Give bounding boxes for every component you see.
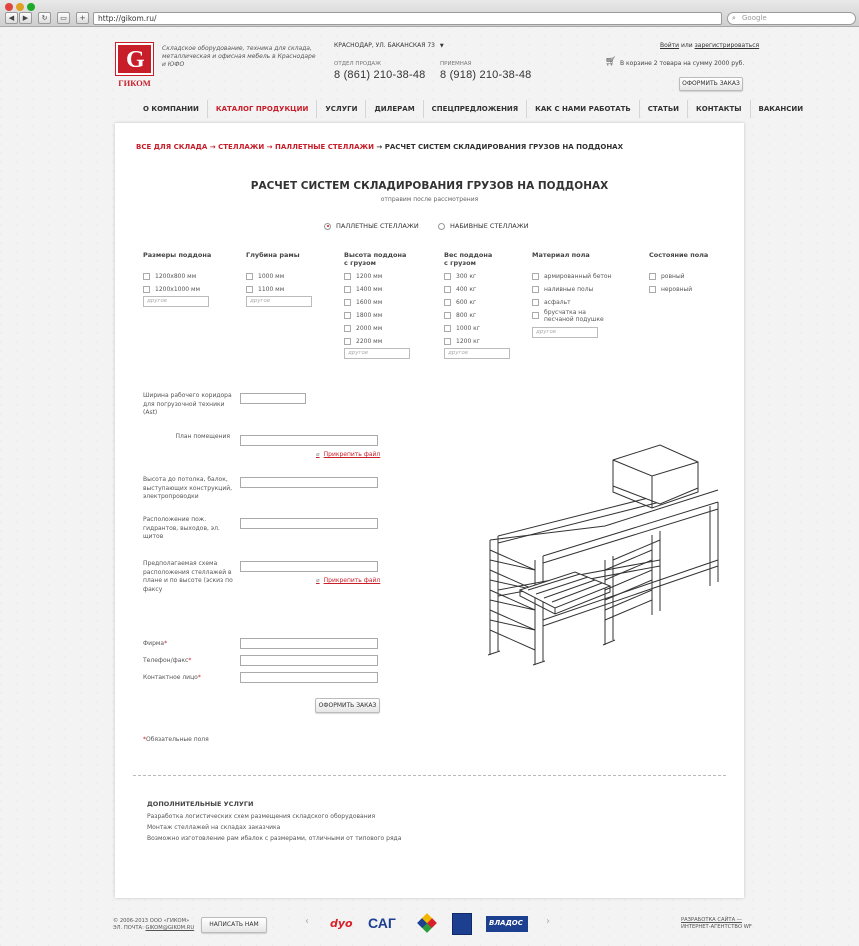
option-label: наливные полы [544, 286, 594, 293]
option-checkbox[interactable] [444, 311, 476, 320]
floor-plan-label: План помещения [175, 433, 230, 440]
firm-input[interactable] [240, 638, 378, 649]
option-checkbox[interactable] [246, 285, 284, 294]
checkbox-icon [143, 286, 150, 293]
checkbox-icon [344, 273, 351, 280]
site-tagline: Складское оборудование, техника для склада, металлическая и офисная мебель в Краснодаре и ЮФО [162, 45, 316, 68]
browser-toolbar [0, 0, 859, 27]
checkbox-icon [532, 286, 539, 293]
option-label: 1200х1000 мм [155, 286, 201, 293]
option-label: неровный [661, 286, 693, 293]
auth-links [660, 42, 759, 49]
contact-person-input[interactable] [240, 672, 378, 683]
breadcrumb-link-warehouse[interactable]: ВСЕ ДЛЯ СКЛАДА [136, 143, 208, 151]
option-label: 2200 мм [356, 338, 383, 345]
checkbox-icon [444, 325, 451, 332]
checkout-button[interactable]: ОФОРМИТЬ ЗАКАЗ [679, 77, 743, 91]
breadcrumb [136, 143, 623, 151]
radio-checked-icon [324, 223, 331, 230]
sales-phone-label: ОТДЕЛ ПРОДАЖ [334, 61, 382, 67]
forward-icon[interactable]: ▶ [19, 12, 32, 24]
option-label: 1800 мм [356, 312, 383, 319]
auth-or: или [681, 42, 693, 49]
radio-label: ПАЛЛЕТНЫЕ СТЕЛЛАЖИ [336, 222, 419, 230]
nav-item-services[interactable]: УСЛУГИ [317, 100, 366, 118]
option-checkbox[interactable] [649, 285, 692, 294]
option-label: 800 кг [456, 312, 477, 319]
nav-item-about[interactable]: О КОМПАНИИ [135, 100, 208, 118]
checkbox-icon [246, 286, 253, 293]
footer-copyright: © 2006-2013 ООО «ГИКОМ» ЭЛ. ПОЧТА: GIKOM@GIKOM.RU [113, 918, 195, 931]
other-value-input[interactable]: другое [444, 348, 510, 359]
checkbox-icon [444, 286, 451, 293]
search-icon: ⌕ [732, 14, 736, 22]
page-subtitle: отправим после рассмотрения [380, 196, 479, 203]
hydrants-label: Расположение пож. гидрантов, выходов, эл. щитов [143, 516, 220, 540]
partner-logo-vlados[interactable]: ВЛАДОС [486, 916, 528, 932]
nav-item-how-to-work[interactable]: КАК С НАМИ РАБОТАТЬ [527, 100, 640, 118]
option-label: 1000 кг [456, 325, 480, 332]
other-value-input[interactable]: другое [344, 348, 410, 359]
checkbox-icon [344, 312, 351, 319]
option-checkbox[interactable] [344, 272, 382, 281]
rack-scheme-label: Предполагаемая схема расположения стеллажей в плане и по высоте (эскиз по факсу [143, 560, 233, 593]
option-checkbox[interactable] [444, 272, 476, 281]
extra-service-item: Разработка логистических схем размещения складского оборудования [147, 813, 376, 820]
nav-item-special-offers[interactable]: СПЕЦПРЕДЛОЖЕНИЯ [424, 100, 528, 118]
zoom-window-icon[interactable] [27, 3, 35, 11]
page-title: РАСЧЕТ СИСТЕМ СКЛАДИРОВАНИЯ ГРУЗОВ НА ПОДДОНАХ [250, 180, 609, 192]
login-link[interactable]: Войти [660, 42, 680, 49]
column-header: Вес поддона с грузом [444, 251, 493, 267]
option-checkbox[interactable] [344, 311, 382, 320]
checkbox-icon [344, 338, 351, 345]
address-bar[interactable]: http://gikom.ru/ [93, 12, 722, 25]
firm-label: Фирма* [143, 640, 168, 647]
reception-phone[interactable]: 8 (918) 210-38-48 [440, 69, 532, 81]
nav-item-vacancies[interactable]: ВАКАНСИИ [758, 105, 804, 113]
write-us-button[interactable]: НАПИСАТЬ НАМ [201, 917, 267, 933]
phone-fax-label: Телефон/факс* [143, 657, 192, 664]
option-checkbox[interactable] [143, 272, 196, 281]
checkbox-icon [444, 312, 451, 319]
nav-item-catalog[interactable]: КАТАЛОГ ПРОДУКЦИИ [208, 100, 318, 118]
cart-summary[interactable]: В корзине 2 товара на сумму 2000 руб. [620, 60, 745, 67]
column-header: Высота поддона с грузом [344, 251, 407, 267]
option-checkbox[interactable] [649, 272, 685, 281]
column-header: Материал пола [532, 251, 590, 259]
other-value-input[interactable]: другое [143, 296, 209, 307]
logo-wordmark: ГИКОМ [118, 78, 151, 88]
checkbox-icon [444, 338, 451, 345]
developer-credit[interactable]: РАЗРАБОТКА САЙТА — ИНТЕРНЕТ-АГЕНТСТВО WF [681, 917, 752, 930]
partner-logo-dyo[interactable]: dyo [330, 917, 353, 930]
option-label: асфальт [544, 299, 571, 306]
city-label: КРАСНОДАР, УЛ. БАКАНСКАЯ 73 [334, 42, 435, 49]
partners-prev-arrow[interactable]: ‹ [305, 916, 309, 927]
hydrants-input[interactable] [240, 518, 378, 529]
paperclip-icon: ⌀ [316, 451, 320, 458]
close-window-icon[interactable] [5, 3, 13, 11]
option-label: 1000 мм [258, 273, 285, 280]
option-checkbox[interactable] [344, 285, 382, 294]
option-checkbox[interactable] [444, 337, 480, 346]
option-checkbox[interactable] [344, 337, 382, 346]
radio-pallet-racks[interactable] [324, 222, 419, 230]
breadcrumb-link-racks[interactable]: СТЕЛЛАЖИ [218, 143, 265, 151]
ceiling-height-input[interactable] [240, 477, 378, 488]
pallet-rack-illustration [480, 440, 730, 680]
option-label: 300 кг [456, 273, 477, 280]
breadcrumb-separator: → [209, 143, 219, 151]
checkbox-icon [532, 312, 539, 319]
paperclip-icon: ⌀ [316, 577, 320, 584]
partner-logo-mosaic[interactable] [416, 914, 436, 934]
submit-order-button[interactable]: ОФОРМИТЬ ЗАКАЗ [315, 698, 380, 713]
option-checkbox[interactable] [344, 298, 382, 307]
checkbox-icon [344, 325, 351, 332]
other-value-input[interactable]: другое [246, 296, 312, 307]
register-link[interactable]: зарегистрироваться [694, 42, 760, 49]
sales-phone[interactable]: 8 (861) 210-38-48 [334, 69, 426, 81]
column-header: Глубина рамы [246, 251, 300, 259]
checkbox-icon [532, 299, 539, 306]
option-label: 1100 мм [258, 286, 285, 293]
option-label: 1200х800 мм [155, 273, 197, 280]
option-label: армированный бетон [544, 273, 612, 280]
option-label: ровный [661, 273, 685, 280]
main-nav [135, 100, 811, 118]
attach-plan-link[interactable]: ⌀ Прикрепить файл [316, 451, 381, 458]
checkbox-icon [444, 299, 451, 306]
option-checkbox[interactable] [246, 272, 284, 281]
option-label: 1200 мм [356, 273, 383, 280]
breadcrumb-separator: → [266, 143, 275, 151]
ceiling-height-label: Высота до потолка, балок, выступающих конструкций, электропроводки [143, 476, 233, 500]
radio-label: НАБИВНЫЕ СТЕЛЛАЖИ [450, 222, 529, 230]
checkbox-icon [143, 273, 150, 280]
checkbox-icon [649, 286, 656, 293]
attach-scheme-link[interactable]: ⌀ Прикрепить файл [316, 577, 381, 584]
new-tab-icon[interactable]: + [76, 12, 89, 24]
breadcrumb-link-pallet-racks[interactable]: ПАЛЛЕТНЫЕ СТЕЛЛАЖИ [274, 143, 374, 151]
minimize-window-icon[interactable] [16, 3, 24, 11]
rack-scheme-input[interactable] [240, 561, 378, 572]
city-selector[interactable] [334, 42, 444, 49]
nav-item-contacts[interactable]: КОНТАКТЫ [688, 100, 750, 118]
phone-fax-input[interactable] [240, 655, 378, 666]
browser-search-field[interactable] [727, 12, 856, 25]
partner-logo-sag[interactable]: САГ [368, 915, 396, 931]
option-checkbox[interactable] [344, 324, 382, 333]
option-checkbox[interactable] [143, 285, 200, 294]
search-placeholder: Google [742, 14, 767, 22]
option-checkbox[interactable] [532, 272, 611, 281]
option-label: 400 кг [456, 286, 477, 293]
checkbox-icon [344, 286, 351, 293]
site-logo[interactable] [113, 43, 156, 91]
extra-services-title: ДОПОЛНИТЕЛЬНЫЕ УСЛУГИ [147, 800, 254, 808]
checkbox-icon [649, 273, 656, 280]
option-label: брусчатка на песчаной подушке [544, 308, 604, 323]
radio-unchecked-icon [438, 223, 445, 230]
logo-mark: G [116, 43, 153, 75]
bookmarks-icon[interactable]: ▭ [57, 12, 70, 24]
option-label: 1600 мм [356, 299, 383, 306]
cart-icon[interactable]: 🛒︎ [605, 57, 617, 67]
checkbox-icon [444, 273, 451, 280]
breadcrumb-current: РАСЧЕТ СИСТЕМ СКЛАДИРОВАНИЯ ГРУЗОВ НА ПОДДОНАХ [384, 143, 623, 151]
contact-person-label: Контактное лицо* [143, 674, 201, 681]
option-checkbox[interactable] [444, 298, 476, 307]
breadcrumb-separator: → [376, 143, 385, 151]
corridor-width-label: Ширина рабочего коридора для погрузочной техники (Ast) [143, 392, 232, 416]
nav-item-articles[interactable]: СТАТЬИ [640, 100, 688, 118]
option-checkbox[interactable] [444, 324, 480, 333]
floor-plan-input[interactable] [240, 435, 378, 446]
option-label: 1200 кг [456, 338, 480, 345]
option-checkbox[interactable] [532, 298, 571, 307]
required-fields-note: *Обязательные поля [143, 736, 209, 743]
option-checkbox[interactable] [444, 285, 476, 294]
option-label: 2000 мм [356, 325, 383, 332]
partner-logo-sportstyle[interactable] [452, 913, 472, 935]
checkbox-icon [246, 273, 253, 280]
reception-phone-label: ПРИЕМНАЯ [440, 61, 472, 67]
option-checkbox[interactable] [532, 285, 593, 294]
option-label: 600 кг [456, 299, 477, 306]
column-header: Размеры поддона [143, 251, 212, 259]
checkbox-icon [532, 273, 539, 280]
column-header: Состояние пола [649, 251, 709, 259]
partners-next-arrow[interactable]: › [546, 916, 550, 927]
checkbox-icon [344, 299, 351, 306]
corridor-width-input[interactable] [240, 393, 306, 404]
back-icon[interactable]: ◀ [5, 12, 18, 24]
reload-icon[interactable]: ↻ [38, 12, 51, 24]
other-value-input[interactable]: другое [532, 327, 598, 338]
extra-service-item: Монтаж стеллажей на складах заказчика [147, 824, 281, 831]
radio-drive-in-racks[interactable] [438, 222, 529, 230]
nav-item-dealers[interactable]: ДИЛЕРАМ [366, 100, 423, 118]
option-checkbox[interactable] [532, 308, 604, 323]
chevron-down-icon: ▼ [439, 43, 444, 49]
option-label: 1400 мм [356, 286, 383, 293]
extra-service-item: Возможно изготовление рам ибалок с размерами, отличными от типового ряда [147, 835, 402, 842]
section-divider [133, 775, 726, 776]
footer-email-link[interactable]: GIKOM@GIKOM.RU [145, 925, 195, 931]
